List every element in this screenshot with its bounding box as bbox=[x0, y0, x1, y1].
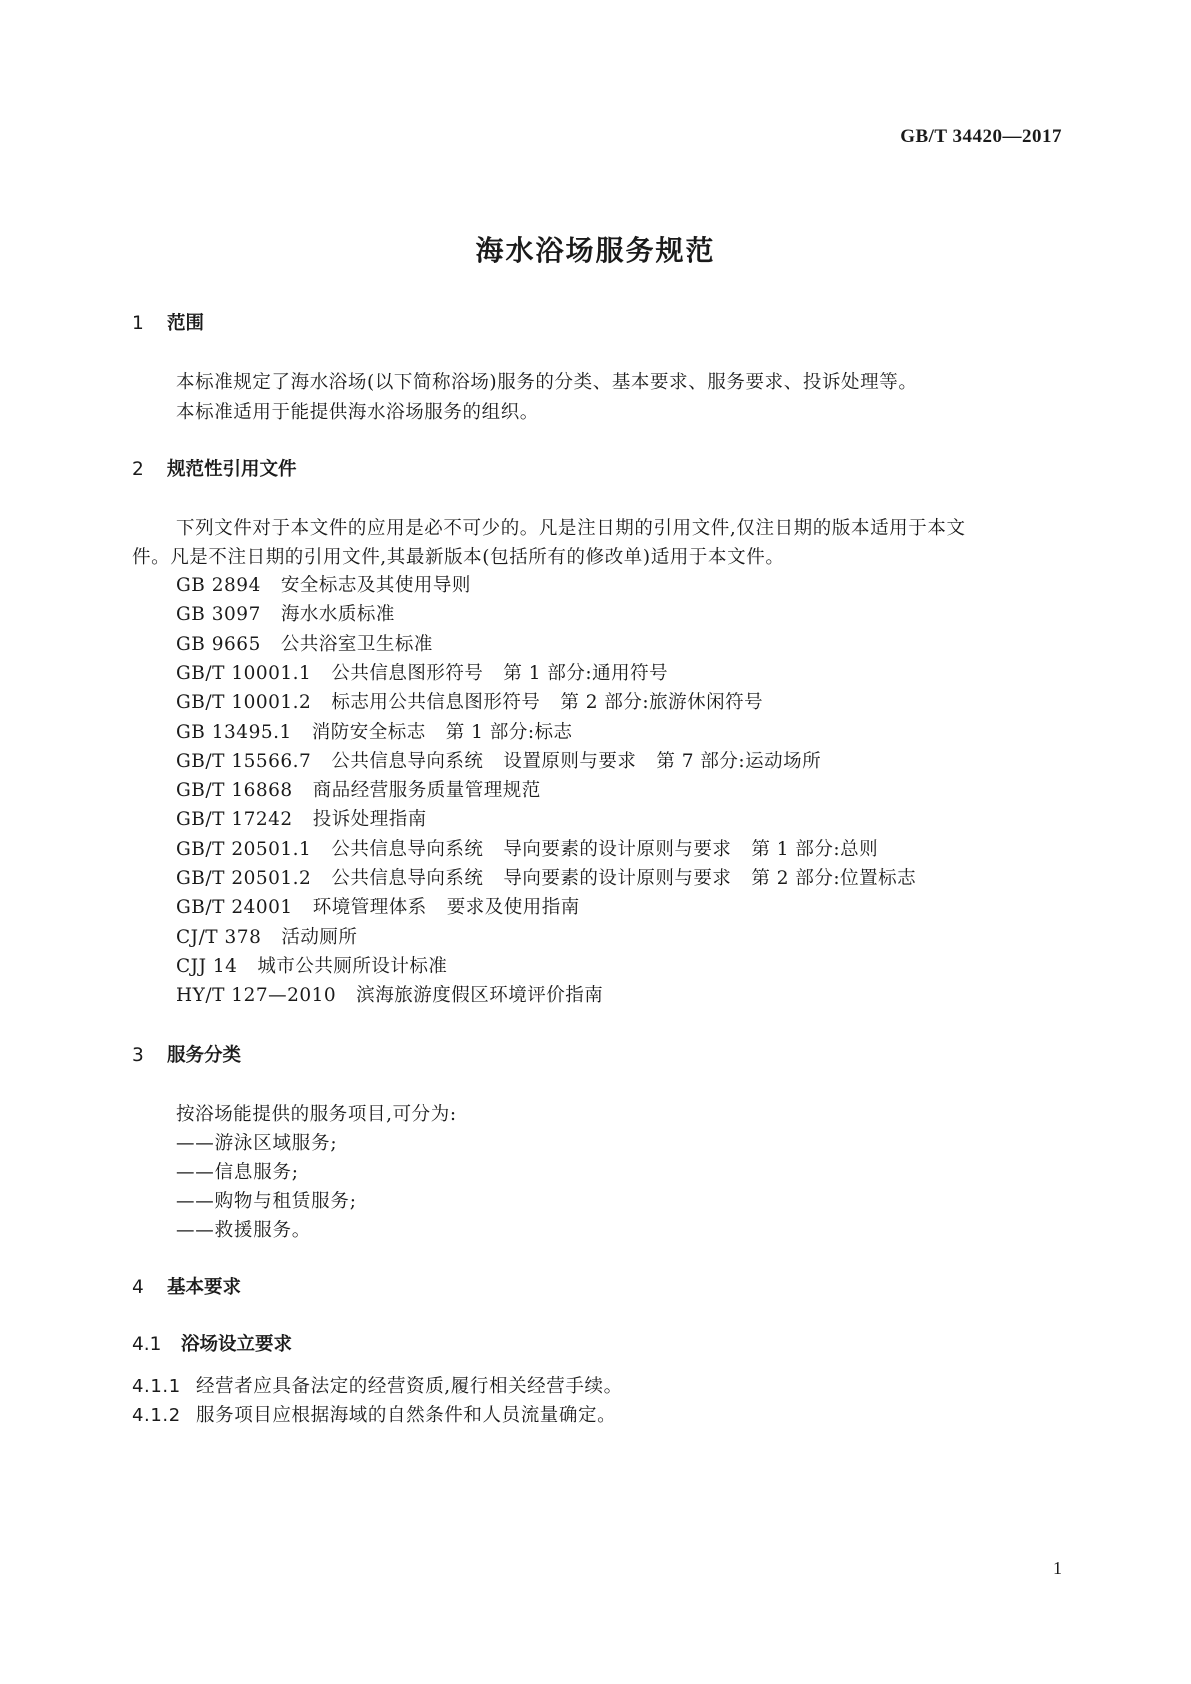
reference-item bbox=[176, 835, 898, 861]
clause-text: 服务项目应根据海域的自然条件和人员流量确定。 bbox=[196, 1405, 617, 1426]
section-4-heading bbox=[132, 1273, 241, 1299]
document-title: 海水浴场服务规范 bbox=[475, 234, 716, 267]
reference-title: 海水水质标准 bbox=[280, 604, 395, 625]
reference-item bbox=[176, 659, 688, 685]
reference-code: GB/T 10001.2 bbox=[176, 692, 312, 713]
reference-code: GB/T 20501.1 bbox=[176, 839, 312, 860]
reference-code: GB/T 10001.1 bbox=[176, 663, 312, 684]
reference-title: 滨海旅游度假区环境评价指南 bbox=[356, 985, 604, 1006]
paragraph: 本标准规定了海水浴场(以下简称浴场)服务的分类、基本要求、服务要求、投诉处理等。 bbox=[176, 372, 918, 393]
reference-item bbox=[176, 893, 600, 919]
reference-title: 要求及使用指南 bbox=[446, 897, 580, 918]
reference-code: HY/T 127—2010 bbox=[176, 985, 337, 1006]
reference-title: 第 1 部分:标志 bbox=[445, 722, 573, 743]
reference-title: 导向要素的设计原则与要求 bbox=[503, 868, 732, 889]
list-item: ——游泳区域服务; bbox=[176, 1133, 338, 1154]
reference-code: GB 2894 bbox=[176, 575, 261, 596]
reference-title: 第 2 部分:旅游休闲符号 bbox=[560, 692, 764, 713]
list-item: ——救援服务。 bbox=[176, 1220, 312, 1241]
reference-item bbox=[176, 864, 936, 890]
section-title: 基本要求 bbox=[167, 1277, 242, 1298]
reference-code: GB/T 17242 bbox=[176, 809, 293, 830]
section-2-heading bbox=[132, 455, 297, 481]
list-item: ——购物与租赁服务; bbox=[176, 1191, 357, 1212]
reference-title: 导向要素的设计原则与要求 bbox=[503, 839, 732, 860]
reference-title: 投诉处理指南 bbox=[312, 809, 427, 830]
reference-item bbox=[176, 923, 377, 949]
reference-item bbox=[176, 600, 415, 626]
page-number: 1 bbox=[1053, 1558, 1062, 1578]
section-title: 范围 bbox=[167, 313, 205, 334]
section-number: 2 bbox=[132, 459, 144, 480]
standard-number: GB/T 34420—2017 bbox=[900, 126, 1062, 147]
section-title: 服务分类 bbox=[167, 1045, 242, 1066]
reference-item bbox=[176, 981, 623, 1007]
reference-title: 公共信息导向系统 bbox=[331, 751, 484, 772]
section-title: 规范性引用文件 bbox=[167, 459, 297, 480]
section-number: 1 bbox=[132, 313, 144, 334]
reference-title: 安全标志及其使用导则 bbox=[280, 575, 471, 596]
paragraph: 按浴场能提供的服务项目,可分为: bbox=[176, 1104, 457, 1125]
reference-title: 第 7 部分:运动场所 bbox=[656, 751, 822, 772]
reference-title: 公共信息导向系统 bbox=[331, 839, 484, 860]
reference-title: 活动厕所 bbox=[281, 927, 358, 948]
clause-number: 4.1.1 bbox=[132, 1376, 181, 1397]
reference-title: 标志用公共信息图形符号 bbox=[331, 692, 541, 713]
paragraph: 件。凡是不注日期的引用文件,其最新版本(包括所有的修改单)适用于本文件。 bbox=[132, 547, 785, 568]
reference-title: 第 1 部分:总则 bbox=[751, 839, 879, 860]
section-1-heading bbox=[132, 309, 204, 335]
clause-4-1-2 bbox=[132, 1401, 616, 1427]
reference-title: 公共浴室卫生标准 bbox=[280, 634, 433, 655]
reference-code: GB/T 15566.7 bbox=[176, 751, 312, 772]
reference-code: GB 9665 bbox=[176, 634, 261, 655]
reference-code: GB 13495.1 bbox=[176, 722, 292, 743]
clause-4-1-1 bbox=[132, 1372, 623, 1398]
reference-item bbox=[176, 747, 841, 773]
clause-number: 4.1.2 bbox=[132, 1405, 181, 1426]
reference-title: 消防安全标志 bbox=[311, 722, 426, 743]
reference-item bbox=[176, 571, 491, 597]
clause-text: 经营者应具备法定的经营资质,履行相关经营手续。 bbox=[196, 1376, 623, 1397]
paragraph: 本标准适用于能提供海水浴场服务的组织。 bbox=[176, 402, 539, 423]
reference-item bbox=[176, 805, 447, 831]
section-number: 3 bbox=[132, 1045, 144, 1066]
reference-item bbox=[176, 630, 453, 656]
reference-code: CJ/T 378 bbox=[176, 927, 262, 948]
reference-title: 环境管理体系 bbox=[312, 897, 427, 918]
paragraph: 下列文件对于本文件的应用是必不可少的。凡是注日期的引用文件,仅注日期的版本适用于本文 bbox=[176, 518, 966, 539]
subsection-title: 浴场设立要求 bbox=[181, 1334, 293, 1355]
reference-title: 第 2 部分:位置标志 bbox=[751, 868, 917, 889]
section-number: 4 bbox=[132, 1277, 144, 1298]
reference-title: 城市公共厕所设计标准 bbox=[257, 956, 448, 977]
section-3-heading bbox=[132, 1041, 241, 1067]
reference-item bbox=[176, 688, 783, 714]
reference-code: GB/T 16868 bbox=[176, 780, 293, 801]
reference-title: 商品经营服务质量管理规范 bbox=[312, 780, 541, 801]
reference-item bbox=[176, 776, 561, 802]
list-item: ——信息服务; bbox=[176, 1162, 299, 1183]
reference-code: GB 3097 bbox=[176, 604, 261, 625]
reference-title: 公共信息导向系统 bbox=[331, 868, 484, 889]
reference-item bbox=[176, 718, 593, 744]
reference-title: 第 1 部分:通用符号 bbox=[503, 663, 669, 684]
reference-item bbox=[176, 952, 467, 978]
reference-code: CJJ 14 bbox=[176, 956, 238, 977]
reference-title: 公共信息图形符号 bbox=[331, 663, 484, 684]
reference-code: GB/T 20501.2 bbox=[176, 868, 312, 889]
reference-code: GB/T 24001 bbox=[176, 897, 293, 918]
subsection-number: 4.1 bbox=[132, 1334, 162, 1355]
reference-title: 设置原则与要求 bbox=[503, 751, 637, 772]
subsection-4-1-heading bbox=[132, 1330, 292, 1356]
